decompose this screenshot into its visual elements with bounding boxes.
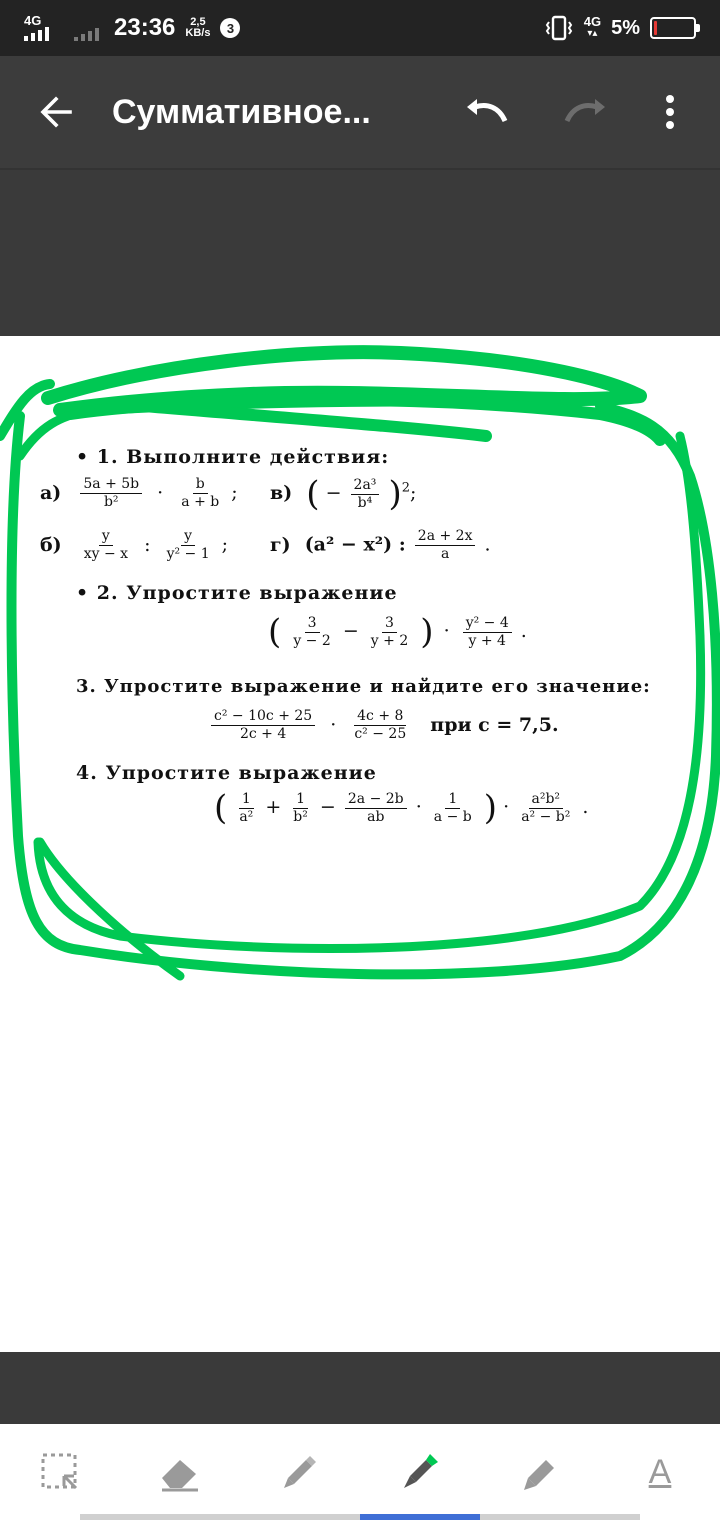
task1-v-label: в) <box>270 482 293 504</box>
punctuation: ; <box>231 481 238 504</box>
data-network-icon <box>584 16 601 40</box>
expression: (a² − x²) : <box>304 533 406 556</box>
operator: · <box>415 796 422 818</box>
select-area-icon <box>40 1452 80 1492</box>
paren-open: ( <box>268 612 282 652</box>
net-speed-value: 2,5 <box>190 16 206 28</box>
redo-icon <box>563 95 609 129</box>
eraser-tool-button[interactable] <box>120 1424 240 1520</box>
back-button[interactable] <box>0 56 112 168</box>
status-right <box>544 15 696 41</box>
battery-percent: 5% <box>611 16 640 39</box>
vibrate-icon <box>544 15 574 41</box>
tool-indicator <box>480 1514 600 1520</box>
arrow-left-icon <box>36 92 76 132</box>
more-options-button[interactable] <box>636 56 704 168</box>
task1-b <box>40 528 228 563</box>
marker-tool-button[interactable] <box>360 1424 480 1520</box>
undo-button[interactable] <box>436 56 536 168</box>
fraction: $\frac{2a + 2x}{a}$ <box>415 528 476 563</box>
punctuation: . <box>582 796 589 818</box>
tool-indicator <box>240 1514 360 1520</box>
task1-a-label: а) <box>40 481 62 504</box>
task4-title: 4. Упростите выражение <box>76 762 377 784</box>
status-bar <box>0 0 720 56</box>
operator: · <box>330 713 337 736</box>
punctuation: ; <box>410 482 417 504</box>
operator: − <box>319 796 336 818</box>
paren-open: ( <box>306 474 320 514</box>
annotation-toolbar <box>0 1424 720 1520</box>
notification-count-badge: 3 <box>220 18 240 38</box>
status-left <box>24 13 544 43</box>
network-type-secondary: 4G <box>583 14 602 29</box>
app-bar <box>0 56 720 168</box>
document-title: Суммативное... <box>112 92 371 131</box>
exponent: 2 <box>401 480 410 496</box>
operator: − <box>325 482 342 504</box>
task1-title: • 1. Выполните действия: <box>76 446 390 468</box>
undo-icon <box>463 95 509 129</box>
fraction: $\frac{3}{y + 2}$ <box>370 614 409 649</box>
fraction: $\frac{\text{2a³}}{\text{b⁴}}$ <box>351 477 380 512</box>
fraction: $\frac{1}{\text{a²}}$ <box>239 790 254 825</box>
text-tool-icon: A <box>648 1452 672 1491</box>
task1-g-label: г) <box>270 533 291 556</box>
cell-signal-2-icon <box>74 13 104 43</box>
task2-title: • 2. Упростите выражение <box>76 582 398 604</box>
clock: 23:36 <box>114 14 176 41</box>
task1-a <box>40 476 238 511</box>
document-canvas[interactable] <box>0 336 720 1352</box>
operator: · <box>157 481 164 504</box>
fraction: $\frac{1}{\text{b²}}$ <box>293 790 308 825</box>
fraction: $\frac{b}{a + b}$ <box>181 476 220 510</box>
canvas-background-top <box>0 168 720 336</box>
network-type: 4G <box>24 13 42 28</box>
operator: + <box>265 796 282 818</box>
scanned-worksheet <box>0 336 720 1352</box>
pen-icon <box>278 1450 322 1494</box>
fraction: $\frac{y}{xy - x}$ <box>83 528 129 562</box>
paren-close: ) <box>388 474 402 514</box>
fraction: $\frac{\text{a²b²}}{\text{a² − b²}}$ <box>521 790 571 825</box>
tool-indicator <box>360 1514 480 1520</box>
net-speed-unit: KB/s <box>185 27 211 39</box>
fraction: $\frac{\text{c² − 10c + 25}}{2c + 4}$ <box>211 708 315 743</box>
more-vert-icon <box>664 94 676 130</box>
task1-b-label: б) <box>40 533 62 556</box>
cell-signal-icon <box>24 13 64 43</box>
tool-indicator <box>0 1514 120 1520</box>
fraction: $\frac{2a - 2b}{ab}$ <box>345 791 407 826</box>
tool-indicator <box>120 1514 240 1520</box>
operator: − <box>342 620 359 642</box>
task4-expression <box>214 788 588 828</box>
task2-expression <box>268 612 527 652</box>
fraction: $\frac{3}{y - 2}$ <box>293 614 331 649</box>
canvas-background-bottom <box>0 1352 720 1424</box>
task3-condition: при c = 7,5. <box>430 713 559 736</box>
select-tool-button[interactable] <box>0 1424 120 1520</box>
text-tool-button[interactable] <box>600 1424 720 1520</box>
operator: : <box>144 533 151 556</box>
tool-indicator <box>600 1514 720 1520</box>
fraction: $\frac{4c + 8}{\text{c² − 25}}$ <box>354 708 407 742</box>
punctuation: . <box>520 620 527 642</box>
redo-button[interactable] <box>536 56 636 168</box>
paren-open: ( <box>214 788 228 828</box>
up-down-arrows-icon: ▾▴ <box>587 28 598 39</box>
task1-v <box>270 474 416 514</box>
paren-close: ) <box>420 612 434 652</box>
operator: · <box>443 620 450 642</box>
fraction: $\frac{y}{\text{y² − 1}}$ <box>166 528 210 562</box>
punctuation: ; <box>221 533 229 556</box>
marker-icon <box>398 1450 442 1494</box>
punctuation: . <box>484 533 491 556</box>
battery-icon <box>650 17 696 39</box>
fraction: $\frac{5a + 5b}{\text{b²}}$ <box>80 476 142 511</box>
eraser-icon <box>158 1452 202 1492</box>
task3-expression <box>208 708 559 743</box>
paren-close: ) <box>483 788 498 828</box>
task3-title: 3. Упростите выражение и найдите его значение: <box>76 676 651 697</box>
task1-g <box>270 528 491 563</box>
battery-level-fill <box>654 21 657 35</box>
fraction: $\frac{1}{a - b}$ <box>433 790 472 825</box>
fraction: $\frac{\text{y² − 4}}{y + 4}$ <box>463 615 512 650</box>
operator: · <box>503 796 510 818</box>
highlighter-tool-button[interactable] <box>480 1424 600 1520</box>
pen-tool-button[interactable] <box>240 1424 360 1520</box>
net-speed <box>185 17 210 39</box>
highlighter-icon <box>518 1450 562 1494</box>
